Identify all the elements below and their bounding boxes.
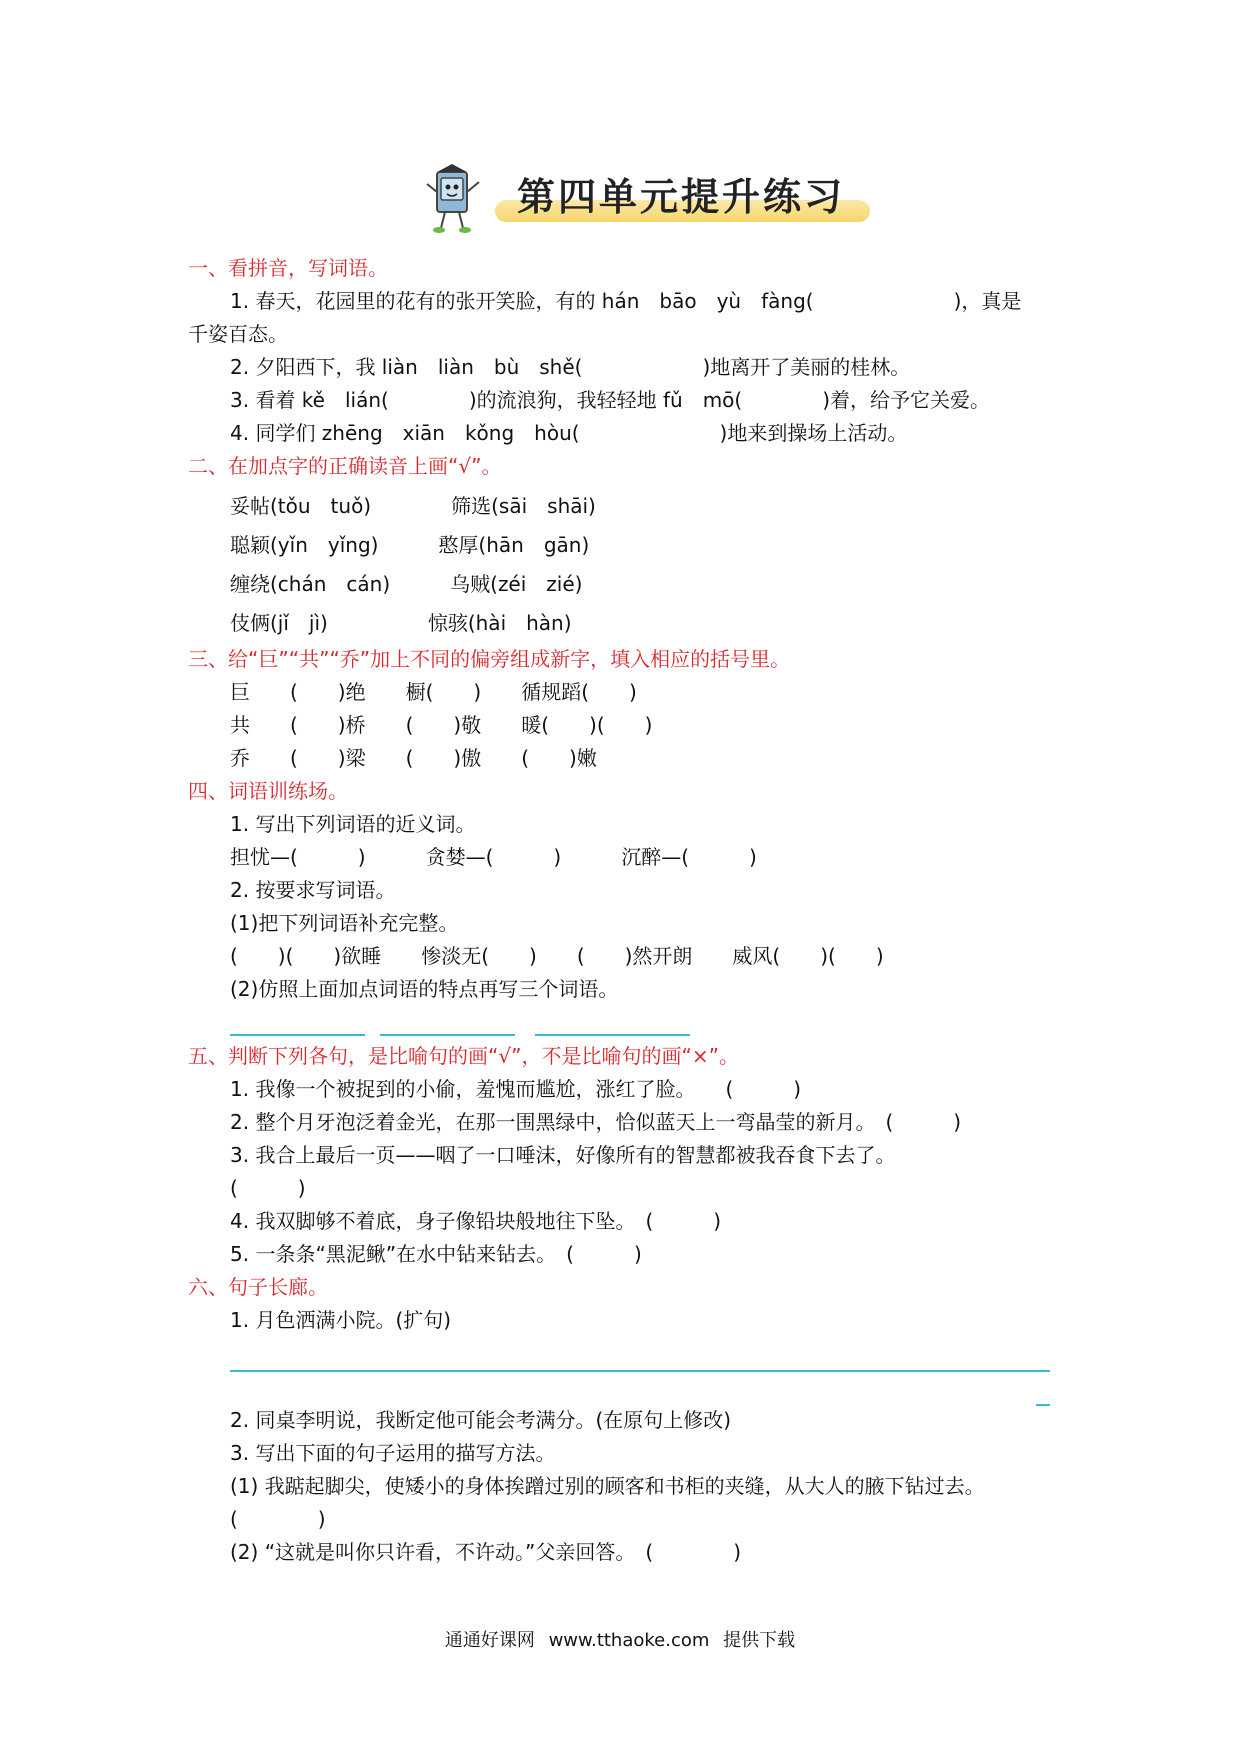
question-line: 1. 我像一个被捉到的小偷，羞愧而尴尬，涨红了脸。 ( ): [230, 1077, 802, 1101]
question-line: 4. 我双脚够不着底，身子像铅块般地往下坠。 ( ): [230, 1209, 722, 1233]
question-line: ( ): [230, 1507, 326, 1531]
section-heading: 二、在加点字的正确读音上画“√”。: [188, 454, 502, 478]
question-line: 2. 按要求写词语。: [230, 878, 396, 902]
question-line: ( )( )欲睡 惨淡无( ) ( )然开朗 威风( )( ): [230, 944, 884, 968]
page-title: 第四单元提升练习: [517, 174, 846, 219]
question-line: 1. 月色洒满小院。(扩句): [230, 1308, 452, 1332]
section-heading: 六、句子长廊。: [188, 1275, 328, 1299]
footer-site: 通通好课网: [444, 1630, 535, 1651]
question-line: 3. 写出下面的句子运用的描写方法。: [230, 1441, 556, 1465]
question-line: 聪颖(yǐn yǐng) 憨厚(hān gān): [230, 533, 590, 557]
question-line: (2) “这就是叫你只许看，不许动。”父亲回答。 ( ): [230, 1540, 742, 1564]
question-line: 妥帖(tǒu tuǒ) 筛选(sāi shāi): [230, 494, 596, 518]
section-heading: 三、给“巨”“共”“乔”加上不同的偏旁组成新字，填入相应的括号里。: [188, 647, 791, 671]
answer-line-expand[interactable]: [230, 1370, 1050, 1372]
title-banner: [415, 160, 875, 240]
footer-url[interactable]: www.tthaoke.com: [548, 1630, 710, 1651]
answer-line-2[interactable]: [380, 1034, 515, 1036]
question-line: 共 ( )桥 ( )敬 暖( )( ): [230, 713, 653, 737]
answer-line-3[interactable]: [535, 1034, 690, 1036]
question-line: (2)仿照上面加点词语的特点再写三个词语。: [230, 977, 619, 1001]
question-line: ( ): [230, 1176, 306, 1200]
answer-line-tail: [1036, 1404, 1050, 1406]
question-line: 担忧—( ) 贪婪—( ) 沉醉—( ): [230, 845, 757, 869]
footer: [0, 1626, 1240, 1652]
footer-suffix: 提供下载: [723, 1630, 796, 1651]
section-heading: 五、判断下列各句，是比喻句的画“√”，不是比喻句的画“×”。: [188, 1044, 739, 1068]
question-line: 2. 夕阳西下，我 liàn liàn bù shě( )地离开了美丽的桂林。: [230, 355, 911, 379]
question-line: 4. 同学们 zhēng xiān kǒng hòu( )地来到操场上活动。: [230, 421, 908, 445]
question-line: 1. 写出下列词语的近义词。: [230, 812, 476, 836]
book-mascot-icon: [423, 162, 483, 236]
section-heading: 一、看拼音，写词语。: [188, 256, 388, 280]
question-line: 缠绕(chán cán) 乌贼(zéi zié): [230, 572, 583, 596]
question-line: 2. 整个月牙泡泛着金光，在那一围黑绿中，恰似蓝天上一弯晶莹的新月。 ( ): [230, 1110, 962, 1134]
question-line: 3. 我合上最后一页——咽了一口唾沫，好像所有的智慧都被我吞食下去了。: [230, 1143, 896, 1167]
question-line: 1. 春天，花园里的花有的张开笑脸，有的 hán bāo yù fàng( )，真是: [230, 289, 1022, 313]
question-line: 2. 同桌李明说，我断定他可能会考满分。(在原句上修改): [230, 1408, 732, 1432]
answer-line-1[interactable]: [230, 1034, 365, 1036]
section-heading: 四、词语训练场。: [188, 779, 348, 803]
question-line: 伎俩(jǐ jì) 惊骇(hài hàn): [230, 611, 572, 635]
question-line: 5. 一条条“黑泥鳅”在水中钻来钻去。 ( ): [230, 1242, 642, 1266]
question-line: 千姿百态。: [188, 322, 288, 346]
question-line: 3. 看着 kě lián( )的流浪狗，我轻轻地 fǔ mō( )着，给予它关爱。: [230, 388, 991, 412]
question-line: (1)把下列词语补充完整。: [230, 911, 459, 935]
question-line: 乔 ( )梁 ( )傲 ( )嫩: [230, 746, 597, 770]
question-line: 巨 ( )绝 橱( ) 循规蹈( ): [230, 680, 637, 704]
question-line: (1) 我踮起脚尖，使矮小的身体挨蹭过别的顾客和书柜的夹缝，从大人的腋下钻过去。: [230, 1474, 985, 1498]
